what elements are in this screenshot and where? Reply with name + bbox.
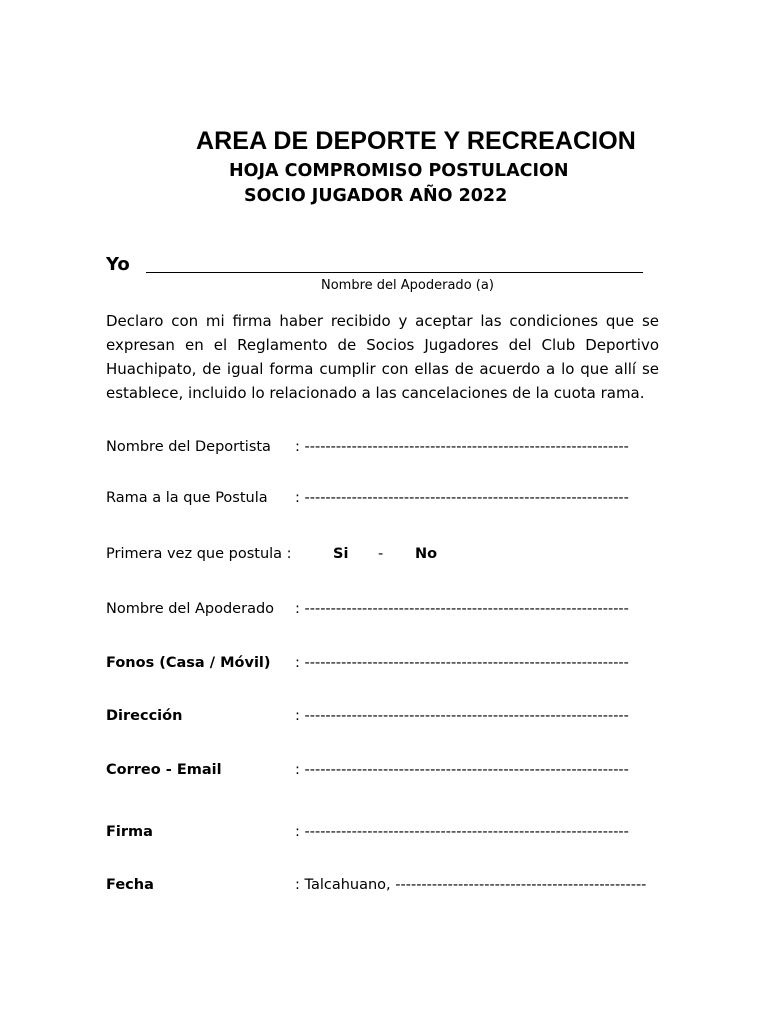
page-title: AREA DE DEPORTE Y RECREACION xyxy=(196,127,636,155)
phones-label: Fonos (Casa / Móvil) xyxy=(106,655,271,671)
signature-field[interactable]: : -------------------------------------------------------------- xyxy=(295,824,629,840)
address-field[interactable]: : -------------------------------------------------------------- xyxy=(295,708,629,724)
guardian-name-field[interactable]: : -------------------------------------------------------------- xyxy=(295,601,629,617)
guardian-name-caption: Nombre del Apoderado (a) xyxy=(321,278,494,293)
first-time-option-yes[interactable]: Si xyxy=(333,546,349,562)
address-label: Dirección xyxy=(106,708,183,724)
declaration-text: Declaro con mi firma haber recibido y aceptar las condiciones que se expresan en el Reglamento de Socios Jugadores del Club Deportivo Huachipato, de igual forma cumplir con ellas de acuerdo a lo que allí se establece, incluido lo relacionado a las cancelaciones de la cuota rama. xyxy=(106,312,659,402)
document-subtitle: HOJA COMPROMISO POSTULACION xyxy=(229,161,569,181)
guardian-name-line[interactable] xyxy=(146,272,643,273)
first-time-label: Primera vez que postula : xyxy=(106,546,292,562)
email-label: Correo - Email xyxy=(106,762,222,778)
document-subtitle-year: SOCIO JUGADOR AÑO 2022 xyxy=(244,186,508,206)
athlete-name-field[interactable]: : -------------------------------------------------------------- xyxy=(295,439,629,455)
athlete-name-label: Nombre del Deportista xyxy=(106,439,271,455)
email-field[interactable]: : -------------------------------------------------------------- xyxy=(295,762,629,778)
branch-label: Rama a la que Postula xyxy=(106,490,268,506)
yo-label: Yo xyxy=(106,254,130,275)
phones-field[interactable]: : -------------------------------------------------------------- xyxy=(295,655,629,671)
date-label: Fecha xyxy=(106,877,154,893)
first-time-option-no[interactable]: No xyxy=(415,546,438,562)
signature-label: Firma xyxy=(106,824,153,840)
first-time-separator: - xyxy=(378,546,384,562)
branch-field[interactable]: : -------------------------------------------------------------- xyxy=(295,490,629,506)
date-field[interactable]: : Talcahuano, ------------------------------------------------ xyxy=(295,877,647,893)
guardian-name-label: Nombre del Apoderado xyxy=(106,601,275,617)
